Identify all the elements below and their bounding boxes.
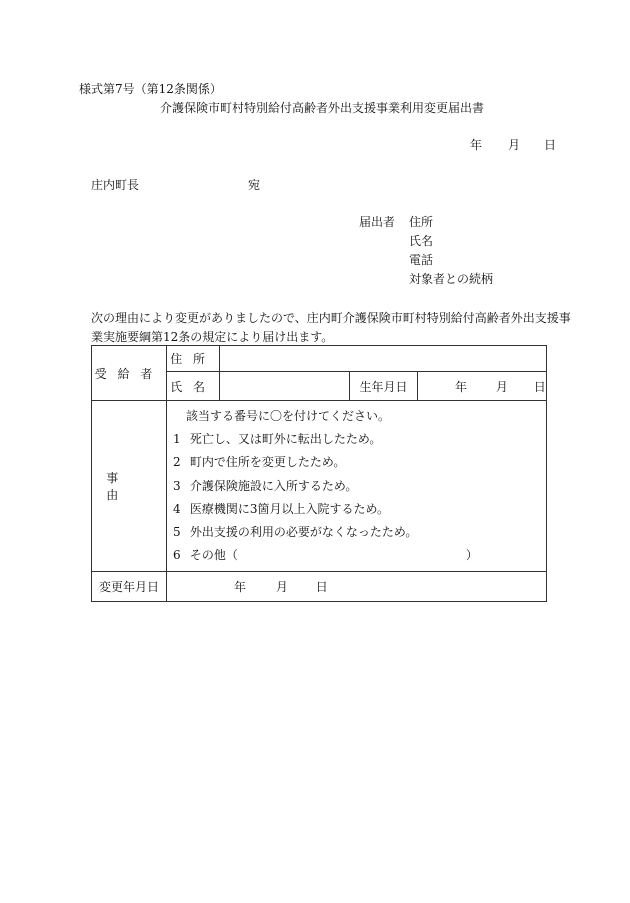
date-year-label: 年	[470, 138, 483, 152]
recipient-name-label: 氏名	[170, 379, 216, 394]
applicant-relationship-label: 対象者との続柄	[409, 272, 494, 286]
recipient-label-cell	[92, 346, 167, 401]
recipient-address-field[interactable]	[220, 346, 547, 372]
birth-month-label: 月	[495, 379, 508, 394]
applicant-name-label: 氏名	[409, 234, 434, 248]
applicant-phone-label: 電話	[409, 253, 434, 267]
birth-date-label: 生年月日	[350, 372, 418, 401]
change-day-label: 日	[315, 580, 328, 595]
reason-item-2[interactable]: 2 町内で住所を変更したため。	[173, 455, 346, 470]
reason-item-4[interactable]: 4 医療機関に3箇月以上入院するため。	[173, 501, 389, 516]
reason-item-3[interactable]: 3 介護保険施設に入所するため。	[173, 478, 358, 493]
reason-instruction: 該当する番号に〇を付けてください。	[186, 409, 391, 423]
change-date-field[interactable]	[167, 572, 547, 602]
address-label-cell	[167, 346, 220, 372]
birth-date-field[interactable]	[418, 372, 547, 401]
recipient-address-label: 住所	[170, 352, 216, 366]
date-day-label: 日	[544, 138, 557, 152]
reason-label: 事由	[106, 471, 152, 503]
change-date-label: 変更年月日	[92, 572, 167, 602]
birth-day-label: 日	[533, 379, 546, 394]
birth-year-label: 年	[455, 379, 468, 394]
applicant-label: 届出者	[359, 215, 396, 229]
date-month-label: 月	[508, 138, 521, 152]
declaration-paragraph: 次の理由により変更がありましたので、庄内町介護保険市町村特別給付高齢者外出支援事業実施要綱第12条の規定により届け出ます。	[91, 311, 571, 344]
change-month-label: 月	[275, 580, 288, 595]
reason-item-6[interactable]: 6 その他（ ）	[173, 548, 478, 563]
document-title: 介護保険市町村特別給付高齢者外出支援事業利用変更届出書	[160, 101, 485, 115]
reason-item-1[interactable]: 1 死亡し、又は町外に転出したため。	[173, 432, 382, 447]
reason-list	[167, 401, 547, 572]
addressee-name: 庄内町長	[91, 178, 140, 192]
reason-label-cell	[92, 401, 167, 572]
applicant-address-label: 住所	[409, 215, 434, 229]
recipient-label: 受給者	[94, 366, 164, 381]
form-table	[91, 345, 547, 602]
name-label-cell	[167, 372, 220, 401]
reason-item-5[interactable]: 5 外出支援の利用の必要がなくなったため。	[173, 524, 418, 539]
change-year-label: 年	[234, 580, 247, 595]
form-number: 様式第7号（第12条関係）	[79, 82, 222, 96]
recipient-name-field[interactable]	[220, 372, 350, 401]
addressee-suffix: 宛	[248, 178, 261, 192]
